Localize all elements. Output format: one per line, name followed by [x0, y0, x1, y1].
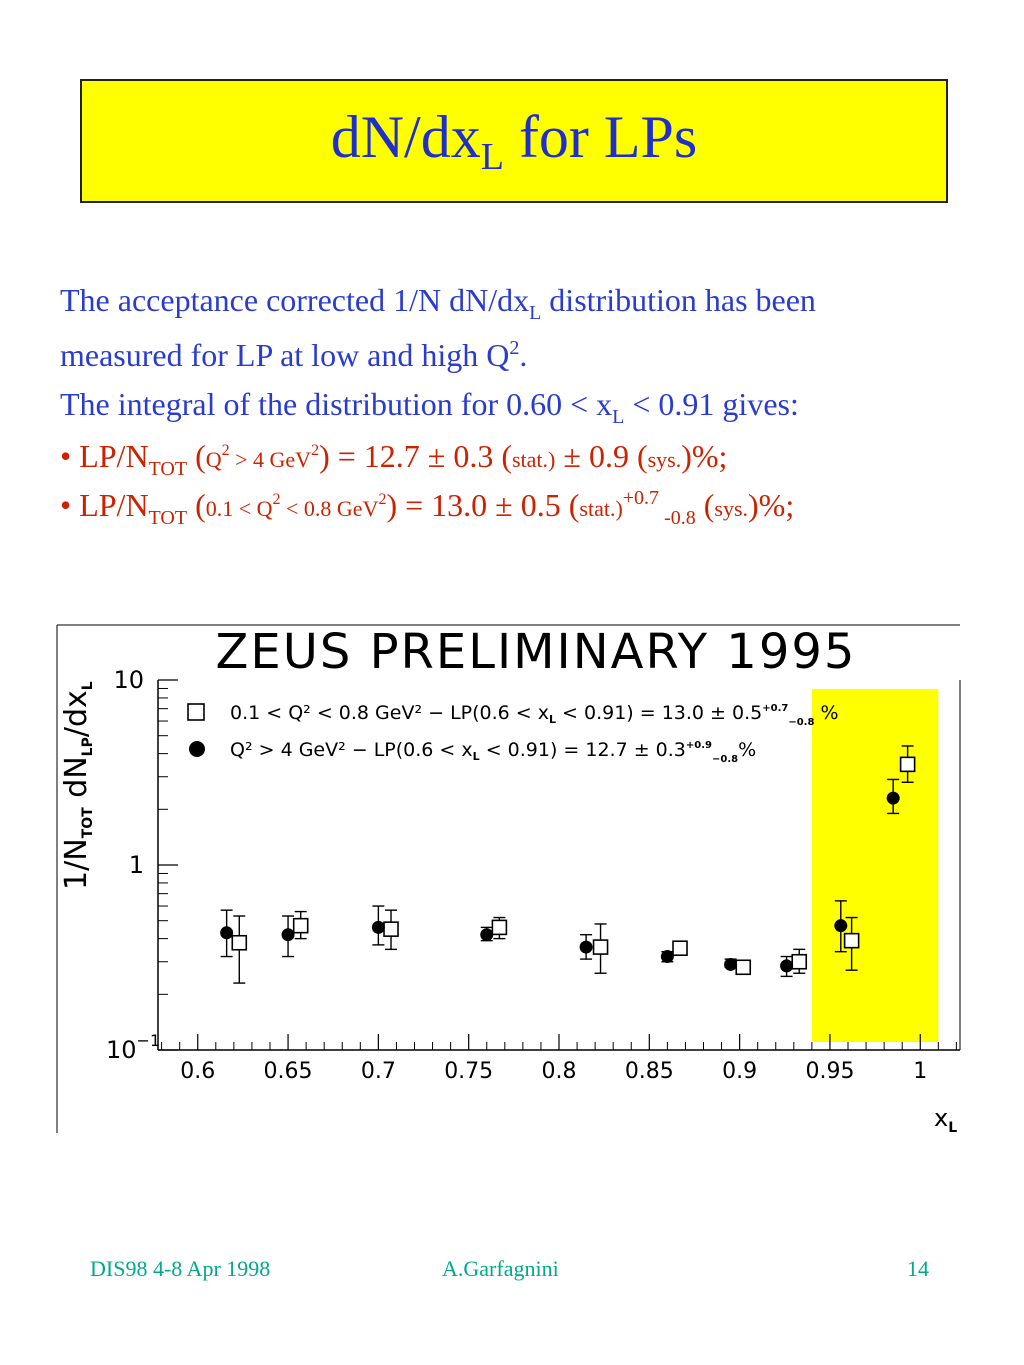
title-rest: for LPs [503, 103, 698, 170]
open-square-marker [901, 757, 915, 771]
y-tick-label: $10^{-1}$ [106, 1031, 161, 1064]
paragraph-line-1: The acceptance corrected 1/N $dN/dx_L$ distribution has been [60, 282, 816, 324]
data-point [580, 935, 593, 959]
data-point [673, 941, 687, 955]
paragraph-line-3: The integral of the distribution for $0.60 < x_L < 0.91$ gives: [60, 386, 799, 428]
data-point [372, 906, 385, 945]
legend-entry-text: 0.1 < Q² < 0.8 $GeV^2 - LP(0.6 < x_L < 0.91) = 13.0 \pm 0.5^{+0.7}_{-0.8}$ % [230, 702, 839, 728]
x-tick-label: 0.95 [805, 1059, 855, 1084]
title-main: dN/dx [330, 103, 481, 170]
bullet-low-q2: • $LP/N_{TOT}$ ($0.1 < Q^2 < 0.8$ GeV$^2$) = 13.0 ± 0.5 (stat.)$^{+0.7}$ $_{-0.8}$ (sys.)%; [60, 487, 795, 529]
legend-filled-circle-marker [189, 741, 205, 757]
x-tick-label: 1 [913, 1059, 928, 1084]
footer-page-number: 14 [907, 1256, 929, 1281]
filled-circle-marker [780, 959, 793, 972]
chart-title: ZEUS PRELIMINARY 1995 [215, 624, 857, 680]
filled-circle-marker [834, 919, 847, 932]
filled-circle-marker [372, 921, 385, 934]
title-subscript: L [480, 135, 504, 178]
data-point [220, 910, 233, 956]
data-point [294, 912, 308, 939]
open-square-marker [845, 934, 859, 948]
filled-circle-marker [887, 792, 900, 805]
open-square-marker [294, 919, 308, 933]
data-point [282, 916, 295, 957]
x-tick-label: 0.7 [360, 1059, 396, 1084]
open-square-marker [673, 941, 687, 955]
x-tick-label: 0.9 [722, 1059, 758, 1084]
footer-author: A.Garfagnini [442, 1256, 559, 1281]
x-axis-label: $x_L$ [934, 1104, 958, 1136]
data-point [594, 924, 608, 973]
x-tick-label: 0.6 [180, 1059, 216, 1084]
filled-circle-marker [724, 958, 737, 971]
y-axis-label: $1/N_{TOT}$ $dN_{LP}/dx_L$ [59, 681, 96, 890]
data-point [736, 960, 750, 974]
data-point [492, 918, 506, 939]
data-point [384, 910, 398, 949]
filled-circle-marker [480, 928, 493, 941]
data-point [724, 958, 737, 971]
data-point [792, 949, 806, 973]
open-square-marker [492, 920, 506, 934]
legend-open-square-marker [188, 704, 204, 720]
x-tick-label: 0.8 [541, 1059, 577, 1084]
bullet-high-q2: • $LP/N_{TOT}$ ($Q^2 > 4$ GeV$^2$) = 12.7 ± 0.3 (stat.) ± 0.9 (sys.)%; [60, 438, 728, 480]
data-point [661, 950, 674, 963]
open-square-marker [736, 960, 750, 974]
open-square-marker [232, 936, 246, 950]
open-square-marker [384, 922, 398, 936]
y-tick-label: 1 [128, 851, 144, 879]
open-square-marker [594, 940, 608, 954]
data-point [480, 927, 493, 941]
paragraph-line-2: measured for LP at low and high $Q^2$. [60, 337, 528, 373]
footer-conference: DIS98 4-8 Apr 1998 [90, 1256, 271, 1281]
open-square-marker [792, 955, 806, 969]
filled-circle-marker [220, 926, 233, 939]
filled-circle-marker [580, 941, 593, 954]
legend-entry-text: Q² > 4 $GeV^2 - LP(0.6 < x_L < 0.91) = 12.7 \pm 0.3^{+0.9}_{-0.8}\%$ [230, 739, 757, 765]
highlight-band [812, 689, 938, 1042]
filled-circle-marker [661, 950, 674, 963]
data-point [232, 916, 246, 983]
data-point [780, 957, 793, 977]
filled-circle-marker [282, 928, 295, 941]
y-tick-label: 10 [113, 666, 144, 694]
x-tick-label: 0.65 [263, 1059, 313, 1084]
x-tick-label: 0.75 [444, 1059, 494, 1084]
x-tick-label: 0.85 [624, 1059, 674, 1084]
